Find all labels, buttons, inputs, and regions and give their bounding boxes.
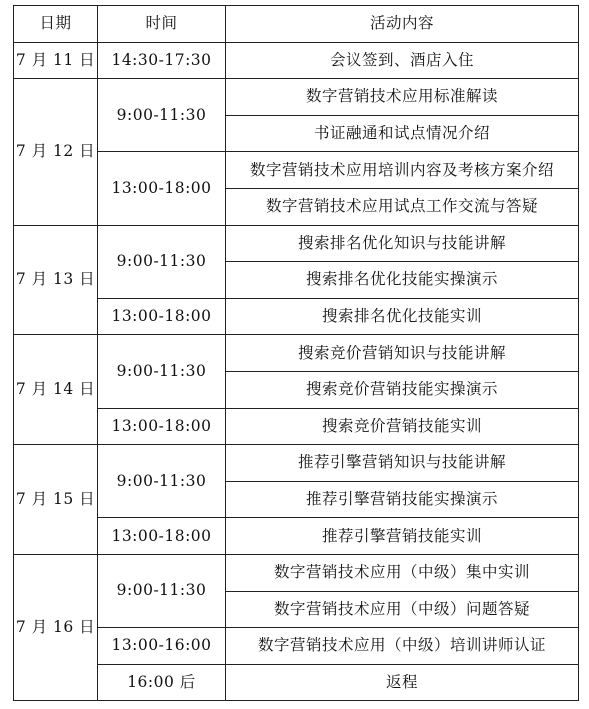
activity-cell: 推荐引擎营销技能实训 [226, 518, 579, 555]
activity-cell: 搜索排名优化技能实操演示 [226, 262, 579, 299]
activity-cell: 数字营销技术应用试点工作交流与答疑 [226, 188, 579, 225]
schedule-row [14, 335, 579, 372]
schedule-row [14, 225, 579, 262]
activity-cell: 搜索排名优化知识与技能讲解 [226, 225, 579, 262]
time-cell: 9:00-11:30 [98, 335, 226, 408]
schedule-row [14, 518, 579, 555]
activity-cell: 数字营销技术应用（中级）问题答疑 [226, 591, 579, 628]
activity-cell: 搜索竞价营销知识与技能讲解 [226, 335, 579, 372]
time-cell: 16:00 后 [98, 664, 226, 701]
activity-cell: 书证融通和试点情况介绍 [226, 115, 579, 152]
time-cell: 9:00-11:30 [98, 554, 226, 627]
time-cell: 13:00-18:00 [98, 152, 226, 225]
activity-cell: 数字营销技术应用（中级）培训讲师认证 [226, 628, 579, 665]
time-cell: 9:00-11:30 [98, 79, 226, 152]
schedule-row [14, 408, 579, 445]
date-cell: 7 月 13 日 [14, 225, 98, 335]
activity-cell: 搜索排名优化技能实训 [226, 298, 579, 335]
activity-cell: 推荐引擎营销技能实操演示 [226, 481, 579, 518]
header-date: 日期 [14, 6, 98, 43]
time-cell: 9:00-11:30 [98, 445, 226, 518]
activity-cell: 搜索竞价营销技能实操演示 [226, 371, 579, 408]
activity-cell: 推荐引擎营销知识与技能讲解 [226, 445, 579, 482]
time-cell: 9:00-11:30 [98, 225, 226, 298]
schedule-row [14, 79, 579, 116]
time-cell: 13:00-18:00 [98, 518, 226, 555]
schedule-row [14, 445, 579, 482]
activity-cell: 搜索竞价营销技能实训 [226, 408, 579, 445]
time-cell: 13:00-16:00 [98, 628, 226, 665]
date-cell: 7 月 14 日 [14, 335, 98, 445]
schedule-row [14, 554, 579, 591]
schedule-row [14, 152, 579, 189]
date-cell: 7 月 12 日 [14, 79, 98, 225]
schedule-row [14, 664, 579, 701]
time-cell: 14:30-17:30 [98, 42, 226, 79]
time-cell: 13:00-18:00 [98, 408, 226, 445]
activity-cell: 返程 [226, 664, 579, 701]
date-cell: 7 月 16 日 [14, 554, 98, 700]
activity-cell: 数字营销技术应用（中级）集中实训 [226, 554, 579, 591]
date-cell: 7 月 11 日 [14, 42, 98, 79]
schedule-body [14, 42, 579, 701]
schedule-row [14, 298, 579, 335]
date-cell: 7 月 15 日 [14, 445, 98, 555]
header-activity: 活动内容 [226, 6, 579, 43]
activity-cell: 会议签到、酒店入住 [226, 42, 579, 79]
header-row [14, 6, 579, 43]
schedule-row [14, 42, 579, 79]
schedule-row [14, 628, 579, 665]
header-time: 时间 [98, 6, 226, 43]
time-cell: 13:00-18:00 [98, 298, 226, 335]
activity-cell: 数字营销技术应用培训内容及考核方案介绍 [226, 152, 579, 189]
schedule-table [13, 5, 579, 701]
activity-cell: 数字营销技术应用标准解读 [226, 79, 579, 116]
